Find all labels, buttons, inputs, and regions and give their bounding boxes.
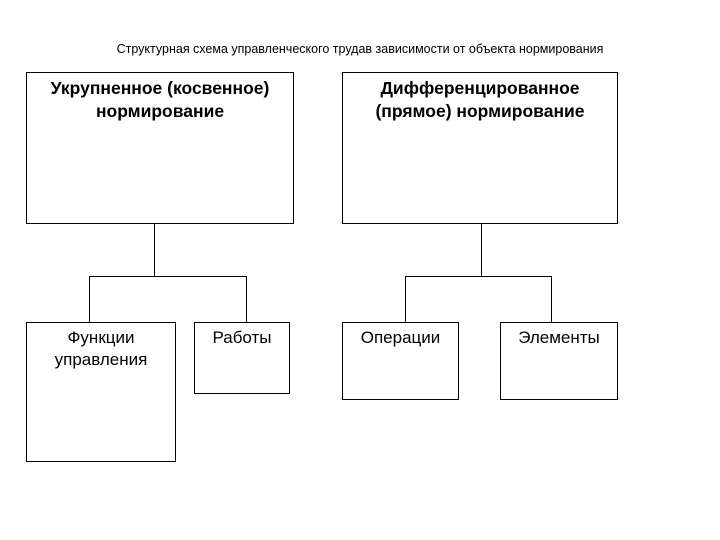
management-functions-label-line2: управления	[54, 350, 148, 369]
operations-label: Операции	[360, 328, 441, 347]
works-label: Работы	[212, 328, 272, 347]
elements-box	[500, 322, 618, 400]
elements-label: Элементы	[518, 328, 600, 347]
direct-rationing-label-line2: (прямое) нормирование	[375, 101, 585, 121]
indirect-rationing-label-line2: нормирование	[95, 101, 225, 121]
management-functions-label-line1: Функции	[67, 328, 135, 347]
operations-box	[342, 322, 459, 400]
indirect-rationing-label-line1: Укрупненное (косвенное)	[50, 78, 270, 98]
management-functions-box	[26, 322, 176, 462]
direct-rationing-box	[342, 72, 618, 224]
diagram-caption: Структурная схема управленческого трудав зависимости от объекта нормирования	[116, 42, 604, 56]
direct-rationing-label-line1: Дифференцированное	[380, 78, 580, 98]
indirect-rationing-box	[26, 72, 294, 224]
works-box	[194, 322, 290, 394]
